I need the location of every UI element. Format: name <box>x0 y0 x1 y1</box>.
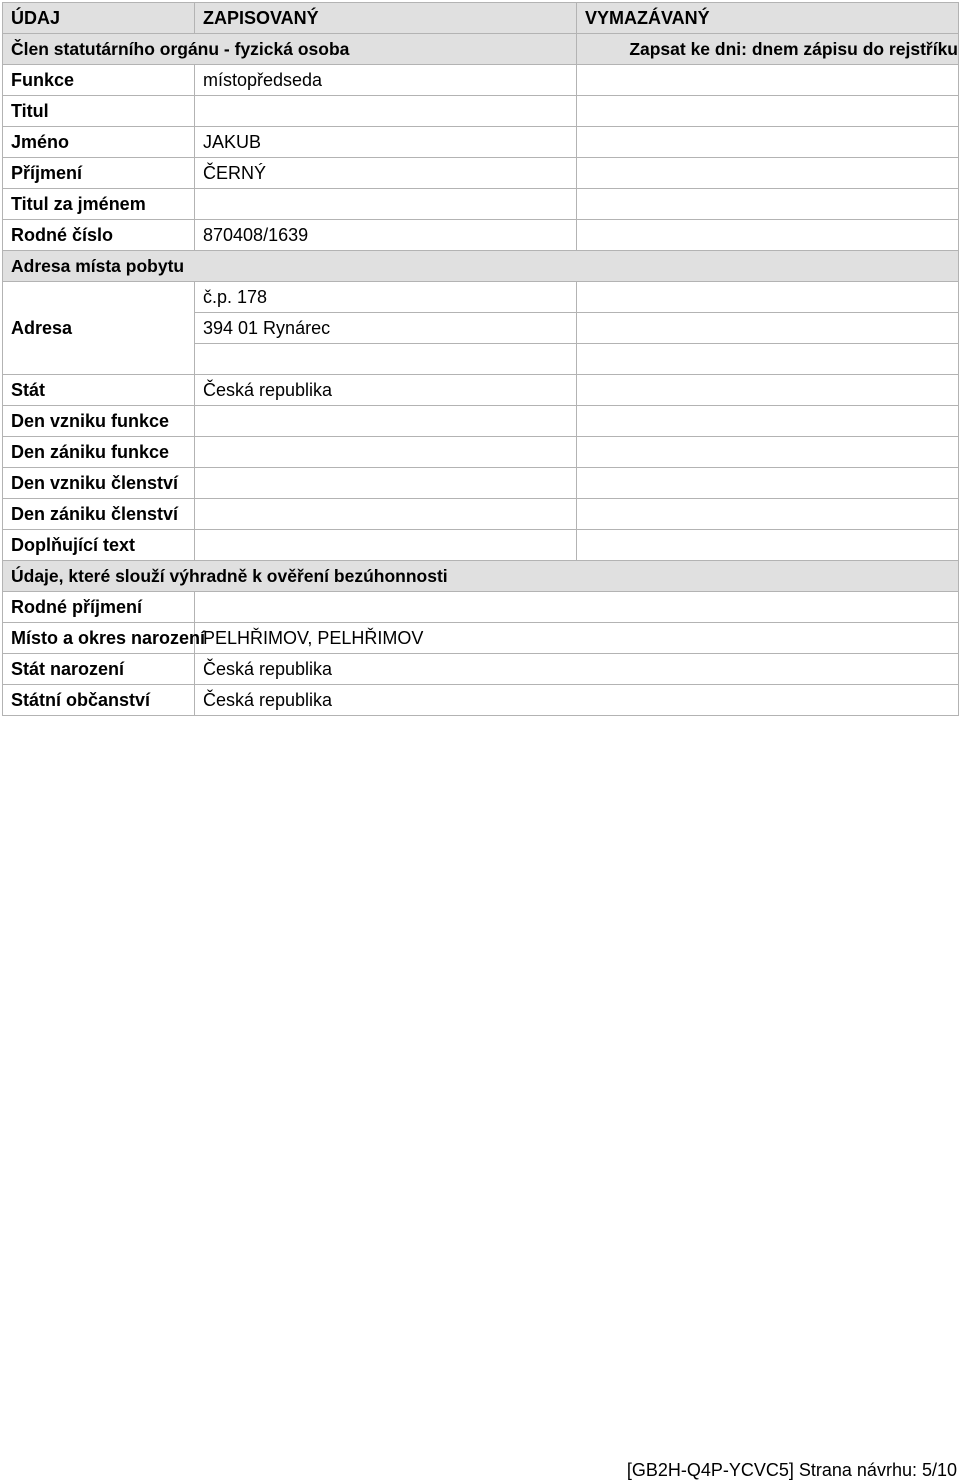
row-prijmeni <box>3 158 959 189</box>
row-stat <box>3 375 959 406</box>
row-misto-okres-narozeni <box>3 623 959 654</box>
row-deleted-value <box>577 127 959 158</box>
row-deleted-value <box>577 282 959 313</box>
row-den-vzniku-funkce <box>3 406 959 437</box>
row-deleted-value <box>577 437 959 468</box>
address-line-3 <box>195 344 577 375</box>
row-label: Stát <box>3 375 195 406</box>
row-deleted-value <box>577 96 959 127</box>
row-value <box>195 530 577 561</box>
row-value: JAKUB <box>195 127 577 158</box>
section-row-integrity <box>3 561 959 592</box>
row-deleted-value <box>577 65 959 96</box>
row-label: Stát narození <box>3 654 195 685</box>
row-label: Den vzniku členství <box>3 468 195 499</box>
row-deleted-value <box>577 220 959 251</box>
row-label: Funkce <box>3 65 195 96</box>
section-row-address <box>3 251 959 282</box>
section-row-statutory-member <box>3 34 959 65</box>
row-label: Den vzniku funkce <box>3 406 195 437</box>
row-titul-za-jmenem <box>3 189 959 220</box>
address-line-2: 394 01 Rynárec <box>195 313 577 344</box>
row-value <box>195 437 577 468</box>
row-value: Česká republika <box>195 685 959 716</box>
row-value <box>195 499 577 530</box>
row-deleted-value <box>577 499 959 530</box>
row-label: Doplňující text <box>3 530 195 561</box>
row-deleted-value <box>577 189 959 220</box>
row-label: Příjmení <box>3 158 195 189</box>
row-den-zaniku-funkce <box>3 437 959 468</box>
row-value <box>195 592 959 623</box>
section-title: Adresa místa pobytu <box>3 251 959 282</box>
row-value <box>195 468 577 499</box>
row-label: Den zániku funkce <box>3 437 195 468</box>
row-rodne-prijmeni <box>3 592 959 623</box>
row-den-zaniku-clenstvi <box>3 499 959 530</box>
row-label: Den zániku členství <box>3 499 195 530</box>
row-label: Rodné příjmení <box>3 592 195 623</box>
row-deleted-value <box>577 344 959 375</box>
row-label: Jméno <box>3 127 195 158</box>
row-deleted-value <box>577 158 959 189</box>
row-rodne-cislo <box>3 220 959 251</box>
row-deleted-value <box>577 313 959 344</box>
row-value: PELHŘIMOV, PELHŘIMOV <box>195 623 959 654</box>
col-udaj-header: ÚDAJ <box>3 3 195 34</box>
row-titul <box>3 96 959 127</box>
row-jmeno <box>3 127 959 158</box>
registry-table <box>2 2 959 716</box>
row-deleted-value <box>577 406 959 437</box>
row-stat-narozeni <box>3 654 959 685</box>
row-label: Místo a okres narození <box>3 623 195 654</box>
row-value: místopředseda <box>195 65 577 96</box>
row-label: Titul za jménem <box>3 189 195 220</box>
row-deleted-value <box>577 468 959 499</box>
record-date-note: Zapsat ke dni: dnem zápisu do rejstříku <box>577 34 959 65</box>
section-title: Údaje, které slouží výhradně k ověření bezúhonnosti <box>3 561 959 592</box>
row-value <box>195 96 577 127</box>
row-funkce <box>3 65 959 96</box>
row-value <box>195 189 577 220</box>
section-title: Člen statutárního orgánu - fyzická osoba <box>3 34 577 65</box>
col-zapisovany-header: ZAPISOVANÝ <box>195 3 577 34</box>
row-value: 870408/1639 <box>195 220 577 251</box>
page-footer: [GB2H-Q4P-YCVC5] Strana návrhu: 5/10 <box>626 1460 957 1480</box>
row-label: Státní občanství <box>3 685 195 716</box>
row-deleted-value <box>577 375 959 406</box>
row-den-vzniku-clenstvi <box>3 468 959 499</box>
row-deleted-value <box>577 530 959 561</box>
address-line-1: č.p. 178 <box>195 282 577 313</box>
row-statni-obcanstvi <box>3 685 959 716</box>
row-label: Rodné číslo <box>3 220 195 251</box>
row-doplnujici-text <box>3 530 959 561</box>
row-value: Česká republika <box>195 654 959 685</box>
row-value <box>195 406 577 437</box>
row-label: Adresa <box>3 282 195 375</box>
col-vymazavany-header: VYMAZÁVANÝ <box>577 3 959 34</box>
row-value: ČERNÝ <box>195 158 577 189</box>
row-value: Česká republika <box>195 375 577 406</box>
row-label: Titul <box>3 96 195 127</box>
row-adresa-line1 <box>3 282 959 313</box>
header-row <box>3 3 959 34</box>
